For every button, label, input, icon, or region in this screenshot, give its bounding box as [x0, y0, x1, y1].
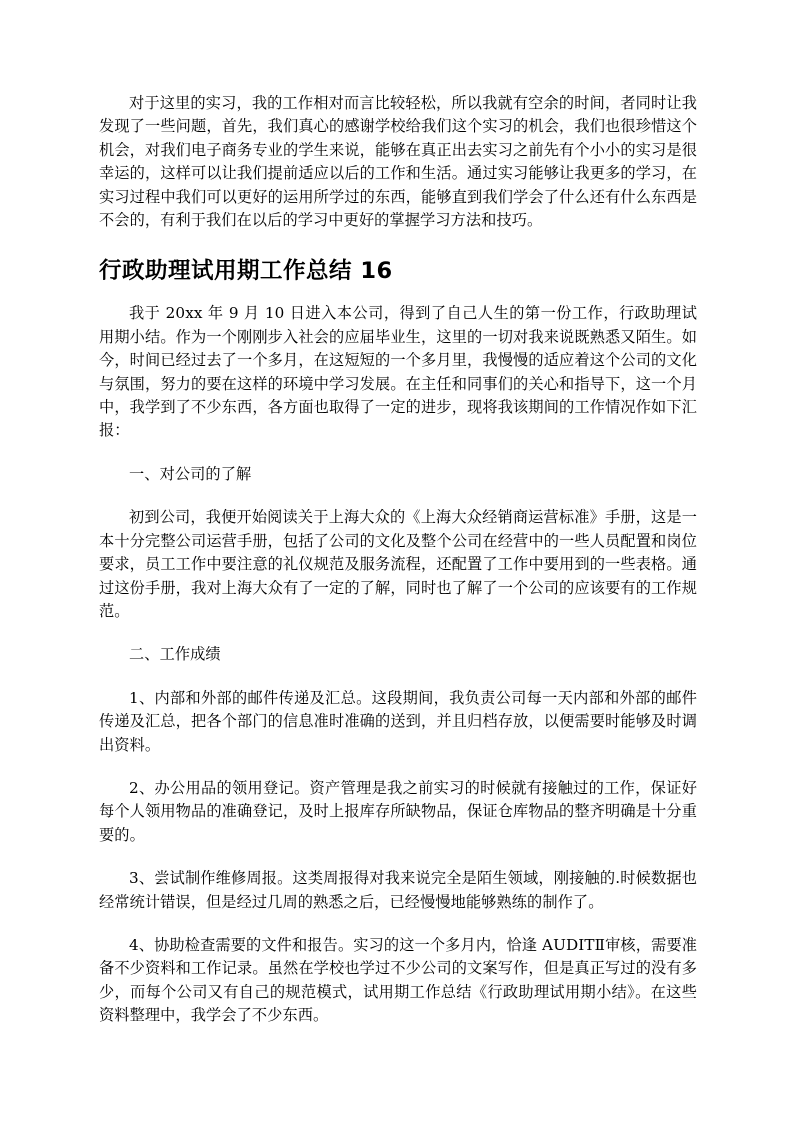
list-item-supplies: 2、办公用品的领用登记。资产管理是我之前实习的时候就有接触过的工作，保证好每个人领用物品的准确登记，及时上报库存所缺物品，保证仓库物品的整齐明确是十分重要的。: [99, 778, 697, 844]
list-item-weekly-report: 3、尝试制作维修周报。这类周报得对我来说完全是陌生领域，刚接触的.时候数据也经常统计错误，但是经过几周的熟悉之后，已经慢慢地能够熟练的制作了。: [99, 869, 697, 911]
spacer: [99, 914, 697, 934]
spacer: [99, 667, 697, 687]
spacer: [99, 623, 697, 643]
section-title: 行政助理试用期工作总结 16: [99, 258, 393, 285]
spacer: [99, 847, 697, 867]
intro-paragraph: 对于这里的实习，我的工作相对而言比较轻松，所以我就有空余的时间，者同时让我发现了一些问题，首先，我们真心的感谢学校给我们这个实习的机会，我们也很珍惜这个机会，对我们电子商务专业的学生来说，能够在真正出去实习之前先有个小小的实习是很幸运的，这样可以让我们提前适应以后的工作和生活。通过实习能够让我更多的学习，在实习过程中我们可以更好的运用所学过的东西，能够直到我们学会了什么还有什么东西是不会的，有利于我们在以后的学习中更好的掌握学习方法和技巧。: [99, 94, 697, 230]
spacer: [99, 286, 697, 302]
spacer: [99, 757, 697, 777]
spacer: [99, 232, 697, 256]
list-item-mail: 1、内部和外部的邮件传递及汇总。这段期间，我负责公司每一天内部和外部的邮件传递及汇总，把各个部门的信息准时准确的送到，并且归档存放，以便需要时能够及时调出资料。: [99, 688, 697, 754]
document-page: [99, 92, 697, 1028]
spacer: [99, 486, 697, 506]
spacer: [99, 443, 697, 463]
subheading-company: 一、对公司的了解: [129, 464, 252, 483]
body-paragraph-1: 我于 20xx 年 9 月 10 日进入本公司，得到了自己人生的第一份工作，行政助理试用期小结。作为一个刚刚步入社会的应届毕业生，这里的一切对我来说既熟悉又陌生。如今，时间已经过去了一个多月，在这短短的一个多月里，我慢慢的适应着这个公司的文化与氛围，努力的要在这样的环境中学习发展。在主任和同事们的关心和指导下，这一个月中，我学到了不少东西，各方面也取得了一定的进步，现将我该期间的工作情况作如下汇报：: [99, 304, 697, 440]
subheading-achievements: 二、工作成绩: [129, 645, 221, 664]
body-paragraph-2: 初到公司，我便开始阅读关于上海大众的《上海大众经销商运营标准》手册，这是一本十分完整公司运营手册，包括了公司的文化及整个公司在经营中的一些人员配置和岗位要求，员工工作中要注意的礼仪规范及服务流程，还配置了工作中要用到的一些表格。通过这份手册，我对上海大众有了一定的了解，同时也了解了一个公司的应该要有的工作规范。: [99, 508, 697, 620]
list-item-documents: 4、协助检查需要的文件和报告。实习的这一个多月内，恰逢 AUDITⅡ审核，需要准备不少资料和工作记录。虽然在学校也学过不少公司的文案写作，但是真正写过的没有多少，而每个公司又有自己的规范模式，试用期工作总结《行政助理试用期小结》。在这些资料整理中，我学会了不少东西。: [99, 935, 697, 1025]
